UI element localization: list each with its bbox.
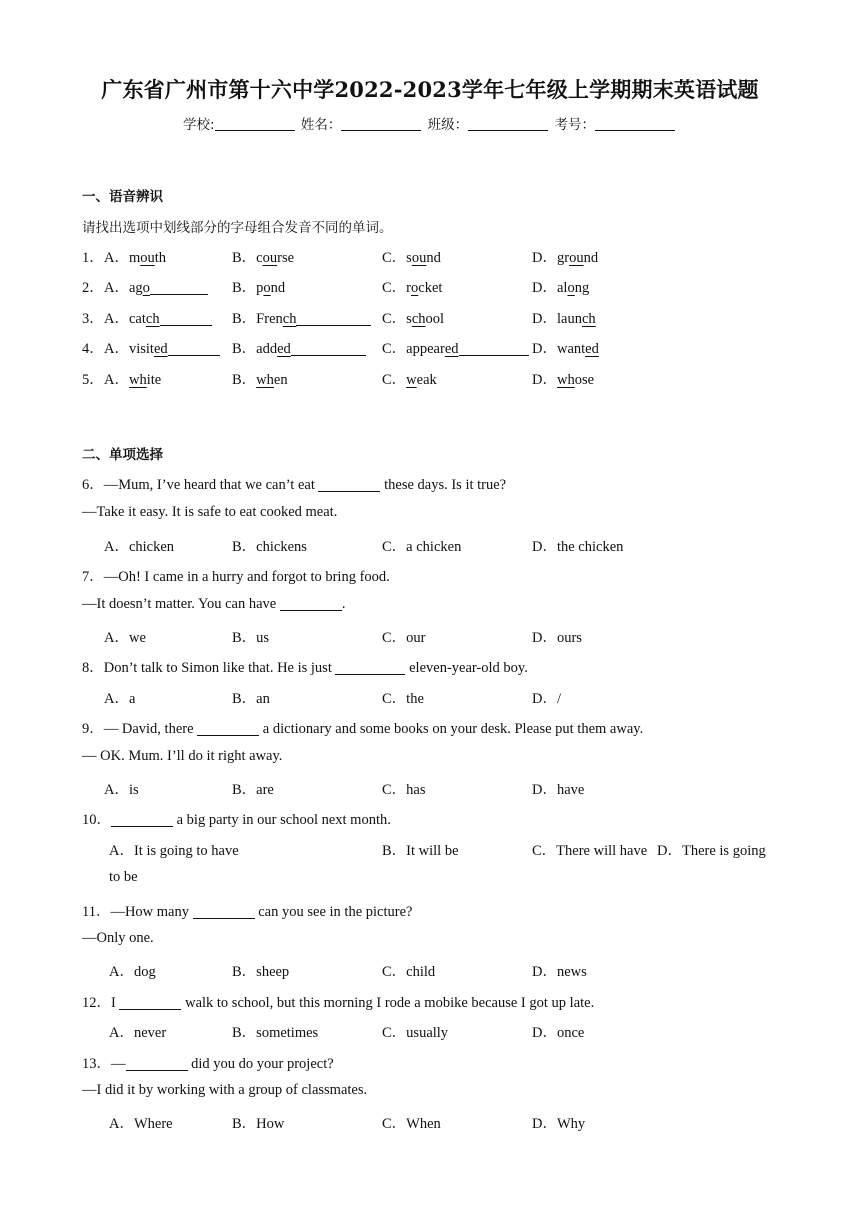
option-b[interactable]: B．French (232, 307, 371, 328)
option-b[interactable]: B．pond (232, 280, 286, 296)
option-d[interactable]: D．ours (532, 630, 582, 646)
option-b[interactable]: B．sheep (232, 964, 290, 980)
student-info-line (0, 113, 860, 133)
question-11-options (82, 960, 802, 980)
question-9-options (82, 778, 802, 798)
number-label: 考号： (554, 117, 595, 133)
question-13-line2: —I did it by working with a group of classmates. (82, 1082, 368, 1098)
option-b[interactable]: B．It will be (382, 843, 459, 859)
option-a[interactable]: A．Where (109, 1116, 173, 1132)
question-6-line2: —Take it easy. It is safe to eat cooked meat. (82, 504, 338, 520)
underlined-letters: ou (569, 250, 584, 266)
option-b[interactable]: B．an (232, 691, 270, 707)
question-11-stem: 11．—How many can you see in the picture? (82, 904, 413, 920)
underlined-letters: o (411, 280, 419, 296)
underline-tail (160, 311, 212, 326)
phonics-question-number: 3． (82, 311, 104, 327)
option-a[interactable]: A．catch (104, 307, 212, 328)
option-b[interactable]: B．when (232, 372, 288, 388)
underlined-letters: w (406, 372, 417, 388)
underlined-letters: o (142, 280, 150, 296)
option-b[interactable]: B．added (232, 337, 366, 358)
option-c[interactable]: C．There will have (532, 843, 648, 859)
underlined-letters: ou (411, 250, 427, 266)
question-13-stem: 13．— did you do your project? (82, 1056, 334, 1072)
option-d[interactable]: D．have (532, 782, 585, 798)
underline-tail (459, 341, 529, 356)
underlined-letters: wh (256, 372, 274, 388)
option-a[interactable]: A．white (104, 372, 162, 388)
option-d[interactable]: D．the chicken (532, 539, 624, 555)
answer-blank (119, 995, 181, 1010)
question-13-options (82, 1112, 802, 1132)
option-b[interactable]: B．How (232, 1116, 285, 1132)
option-a[interactable]: A．never (109, 1025, 167, 1041)
option-c[interactable]: C．usually (382, 1025, 449, 1041)
school-label: 学校: (183, 117, 215, 133)
option-d[interactable]: D．Why (532, 1116, 586, 1132)
question-7-stem: 7．—Oh! I came in a hurry and forgot to bring food. (82, 569, 390, 585)
underlined-letters: ch (282, 311, 297, 327)
option-c[interactable]: C．child (382, 964, 436, 980)
option-d[interactable]: D．along (532, 280, 590, 296)
phonics-options-row (82, 307, 802, 327)
question-6-stem: 6．—Mum, I’ve heard that we can’t eat these days. Is it true? (82, 477, 507, 493)
option-d[interactable]: D．whose (532, 372, 595, 388)
option-b[interactable]: B．sometimes (232, 1025, 319, 1041)
phonics-options-row (82, 368, 802, 388)
option-c[interactable]: C．school (382, 311, 445, 327)
option-c[interactable]: C．sound (382, 250, 441, 266)
answer-blank (318, 477, 380, 492)
option-a[interactable]: A．we (104, 630, 146, 646)
option-b[interactable]: B．course (232, 250, 295, 266)
option-a[interactable]: A．chicken (104, 539, 175, 555)
question-11-line2: —Only one. (82, 930, 154, 946)
option-c[interactable]: C．the (382, 691, 424, 707)
name-label: 姓名： (300, 117, 342, 133)
option-c[interactable]: C．appeared (382, 337, 529, 358)
exam-title: 广东省广州市第十六中学2022-2023学年七年级上学期期末英语试题 (101, 77, 759, 102)
option-a[interactable]: A．visited (104, 337, 220, 358)
class-label: 班级： (427, 117, 469, 133)
question-6-options (82, 535, 802, 555)
option-c[interactable]: C．has (382, 782, 426, 798)
phonics-question-number: 1． (82, 250, 104, 266)
option-d[interactable]: D．/ (532, 691, 561, 707)
option-c[interactable]: C．weak (382, 372, 437, 388)
option-c[interactable]: C．a chicken (382, 539, 462, 555)
answer-blank (126, 1056, 188, 1071)
underline-tail (291, 341, 366, 356)
option-d[interactable]: D．launch (532, 311, 596, 327)
question-9-line2: — OK. Mum. I’ll do it right away. (82, 748, 283, 764)
class-blank[interactable] (468, 116, 548, 131)
option-a[interactable]: A．It is going to have (109, 843, 239, 859)
question-8-stem: 8．Don’t talk to Simon like that. He is just eleven-year-old boy. (82, 660, 528, 676)
option-a[interactable]: A．dog (109, 964, 156, 980)
option-a[interactable]: A．a (104, 691, 136, 707)
question-9-stem: 9．— David, there a dictionary and some books on your desk. Please put them away. (82, 721, 644, 737)
phonics-options-row (82, 276, 802, 296)
option-b[interactable]: B．us (232, 630, 270, 646)
answer-blank (193, 904, 255, 919)
underlined-letters: ch (145, 311, 160, 327)
underlined-letters: ou (262, 250, 278, 266)
underlined-letters: ch (411, 311, 426, 327)
question-8-options (82, 687, 802, 707)
question-12-options (82, 1021, 802, 1041)
question-10-stem: 10． a big party in our school next month. (82, 812, 391, 828)
option-a[interactable]: A．is (104, 782, 139, 798)
option-c[interactable]: C．When (382, 1116, 441, 1132)
name-blank[interactable] (341, 116, 421, 131)
option-a[interactable]: A．ago (104, 276, 208, 297)
option-c[interactable]: C．rocket (382, 280, 443, 296)
question-12-stem: 12．I walk to school, but this morning I rode a mobike because I got up late. (82, 995, 595, 1011)
school-blank[interactable] (215, 116, 295, 131)
section-instruction: 请找出选项中划线部分的字母组合发音不同的单词。 (82, 220, 393, 236)
underlined-letters: wh (556, 372, 575, 388)
option-b[interactable]: B．chickens (232, 539, 307, 555)
option-d[interactable]: D．news (532, 964, 587, 980)
option-d[interactable]: D．ground (532, 250, 599, 266)
phonics-question-number: 4． (82, 341, 104, 357)
underlined-letters: o (263, 280, 271, 296)
phonics-options-row (82, 337, 802, 357)
section-heading-phonics: 一、语音辨识 (82, 189, 163, 205)
number-blank[interactable] (595, 116, 675, 131)
answer-blank (335, 660, 405, 675)
underline-tail (150, 280, 208, 295)
underlined-letters: ed (585, 341, 599, 357)
question-10-options (82, 839, 802, 859)
underlined-letters: o (567, 280, 575, 296)
answer-blank (280, 596, 342, 611)
phonics-question-number: 5． (82, 372, 104, 388)
underlined-letters: ou (140, 250, 155, 266)
option-c[interactable]: C．our (382, 630, 426, 646)
underlined-letters: ch (581, 311, 596, 327)
answer-blank (111, 812, 173, 827)
question-10-option-d-wrap: to be (109, 869, 138, 885)
option-d[interactable]: D．wanted (532, 341, 599, 357)
underlined-letters: ed (153, 341, 168, 357)
question-7-options (82, 626, 802, 646)
phonics-question-number: 2． (82, 280, 104, 296)
underline-tail (296, 311, 371, 326)
underlined-letters: ed (444, 341, 459, 357)
question-7-line2: —It doesn’t matter. You can have . (82, 596, 346, 612)
option-b[interactable]: B．are (232, 782, 274, 798)
underline-tail (168, 341, 220, 356)
section-heading-single-choice: 二、单项选择 (82, 447, 163, 463)
underlined-letters: wh (128, 372, 147, 388)
answer-blank (197, 721, 259, 736)
option-a[interactable]: A．mouth (104, 250, 167, 266)
phonics-options-row (82, 246, 802, 266)
option-d[interactable]: D．once (532, 1025, 585, 1041)
option-d[interactable]: D．There is going (657, 843, 766, 859)
underlined-letters: ed (277, 341, 291, 357)
